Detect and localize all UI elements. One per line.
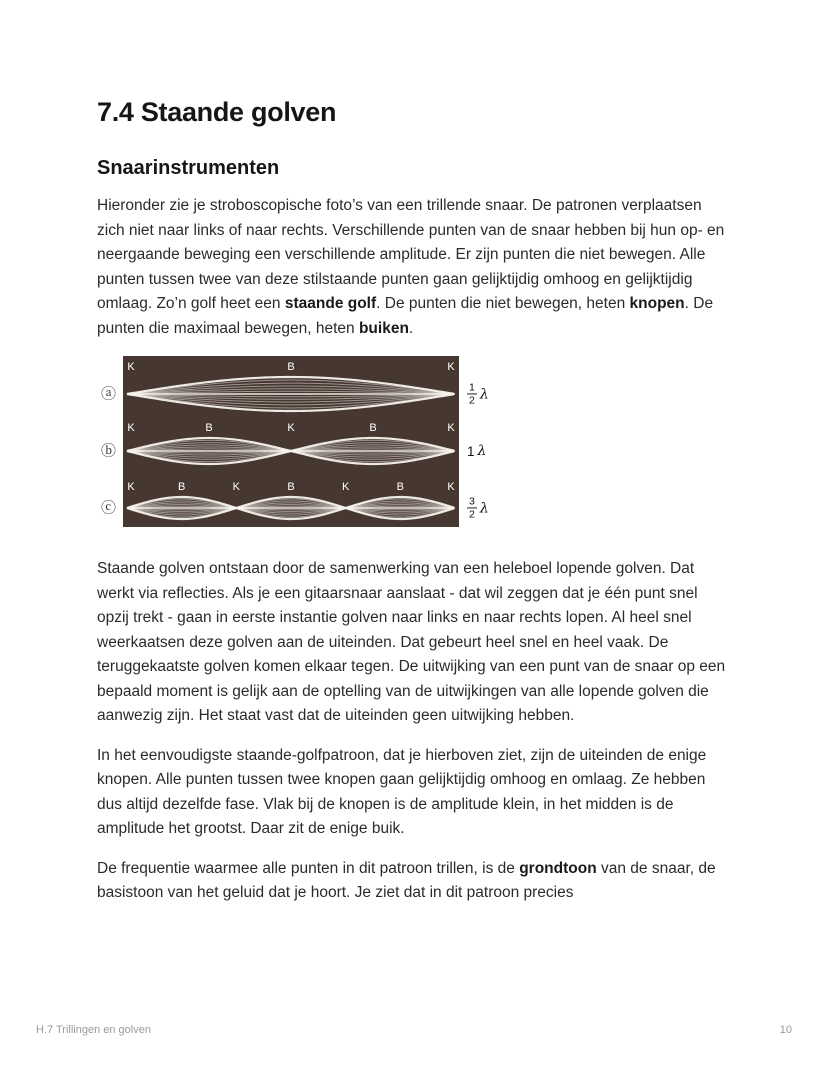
footer-page-number: 10 (779, 1024, 792, 1036)
text-run: . (408, 319, 414, 337)
node-label: K (127, 481, 135, 494)
standing-wave-pattern-a (123, 356, 459, 413)
bold-term: staande golf (284, 295, 377, 313)
wavelength-label (467, 382, 489, 407)
text-run: In het eenvoudigste staande-golfpatroon, dat je hierboven ziet, zijn de uiteinden de enige knopen. Alle punten tussen twee knopen gaan gelijktijdig omhoog en omlaag. Ze hebben dus altijd dezelfde fase. Vlak bij de knopen is de amplitude klein, in het midden is de amplitude het grootst. Daar zit de enige buik. (97, 746, 707, 838)
figure-row-c (97, 470, 527, 527)
figure-row-b (97, 413, 527, 470)
text-run: . De punten die maximaal bewegen, heten (97, 295, 714, 337)
figure-row-circle-label: ⓐ (101, 385, 117, 403)
lambda-symbol: λ (479, 500, 489, 517)
bold-term: knopen (629, 295, 685, 313)
standing-waves-figure (97, 356, 731, 527)
antinode-label: B (287, 481, 295, 494)
fraction (467, 382, 477, 407)
lambda-symbol: λ (479, 386, 489, 403)
figure-row-a (97, 356, 527, 413)
antinode-label: B (205, 422, 213, 435)
antinode-label: B (369, 422, 377, 435)
page-footer (36, 1024, 792, 1036)
text-column (97, 0, 731, 921)
node-label: K (447, 422, 455, 435)
footer-chapter-label: H.7 Trillingen en golven (36, 1024, 151, 1036)
text-run: De frequentie waarmee alle punten in dit patroon trillen, is de (97, 859, 520, 877)
paragraph-simplest-pattern (97, 744, 731, 842)
lambda-symbol: λ (477, 443, 487, 460)
whole-number: 1 (467, 443, 475, 459)
antinode-label: B (177, 481, 186, 494)
fraction-numerator: 3 (469, 495, 475, 508)
text-run: Hieronder zie je stroboscopische foto’s van een trillende snaar. De patronen verplaatsen zich niet naar links of naar rechts. Verschillende punten van de snaar hebben bij hun op- en neergaande beweging een verschillende amplitude. Er zijn punten die niet bewegen. Alle punten tussen twee van deze stilstaande punten gaan gelijktijdig omhoog en gelijktijdig omlaag. Zo’n golf heet een (97, 197, 725, 313)
node-label: K (447, 481, 455, 494)
fraction-numerator: 1 (469, 381, 475, 394)
antinode-label: B (396, 481, 405, 494)
standing-wave-pattern-b (123, 413, 459, 470)
figure-row-circle-label: ⓑ (101, 442, 117, 460)
text-run: . De punten die niet bewegen, heten (376, 295, 630, 313)
fraction-denominator: 2 (469, 508, 475, 521)
subsection-title: Snaarinstrumenten (97, 157, 280, 180)
wavelength-label (467, 443, 486, 459)
antinode-label: B (287, 361, 295, 374)
bold-term: buiken (358, 319, 409, 337)
section-title: 7.4 Staande golven (97, 97, 337, 127)
node-label: K (447, 361, 455, 374)
wavelength-label (467, 496, 489, 521)
node-label: K (287, 422, 295, 435)
node-label: K (341, 481, 350, 494)
text-run: Staande golven ontstaan door de samenwerking van een heleboel lopende golven. Dat werkt via reflecties. Als je een gitaarsnaar aanslaat - dat wil zeggen dat je één punt snel opzij trekt - gaan in eerste instantie golven naar links en naar rechts lopen. Al heel snel weerkaatsen deze golven aan de uiteinden. Dat gebeurt heel snel en heel vaak. De teruggekaatste golven komen elkaar tegen. De uitwijking van een punt van de snaar op een bepaald moment is gelijk aan de optelling van de uitwijkingen van alle lopende golven die aanwezig zijn. Het staat vast dat de uiteinden geen uitwijking hebben. (97, 560, 726, 725)
figure-row-circle-label: ⓒ (101, 499, 117, 517)
node-label: K (127, 422, 135, 435)
text-run: van de snaar, de basistoon van het geluid dat je hoort. Je ziet dat in dit patroon precies (97, 859, 716, 902)
paragraph-reflections (97, 557, 731, 729)
bold-term: grondtoon (519, 859, 597, 877)
paragraph-intro (97, 194, 731, 341)
node-label: K (127, 361, 135, 374)
fraction (467, 496, 477, 521)
fraction-denominator: 2 (469, 394, 475, 407)
paragraph-grondtoon (97, 857, 731, 906)
node-label: K (232, 481, 241, 494)
standing-wave-pattern-c (123, 470, 459, 527)
